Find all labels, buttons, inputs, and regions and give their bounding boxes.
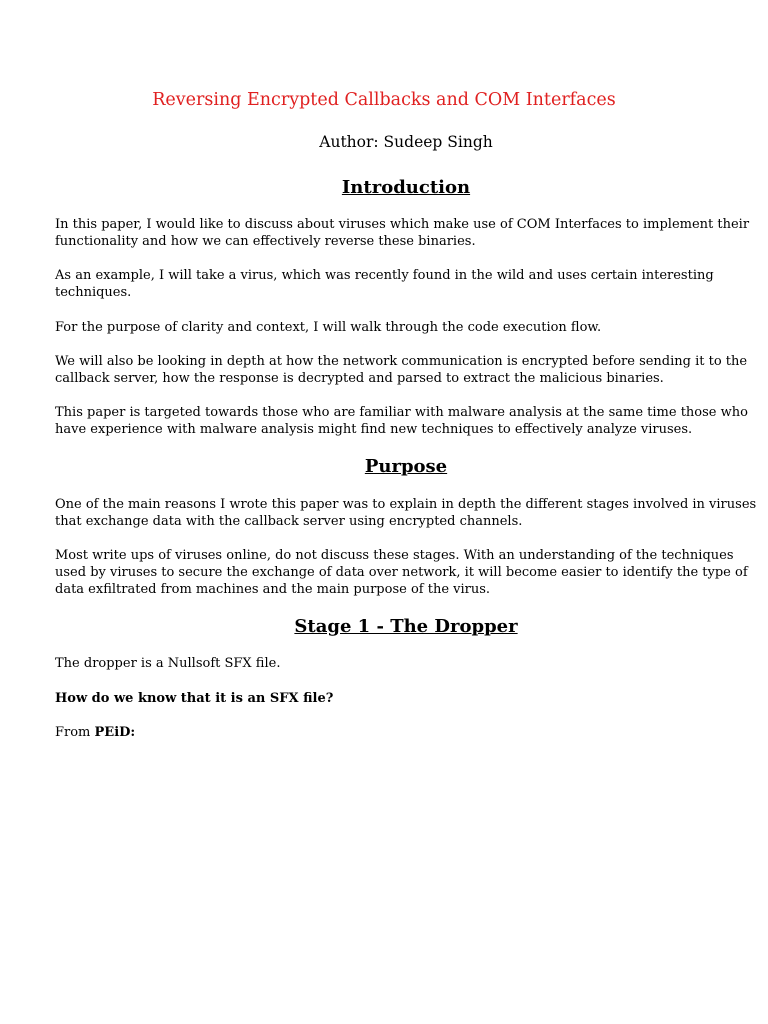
text-line: have experience with malware analysis might find new techniques to effectively analyze viruses.: [55, 422, 693, 437]
introduction-heading: Introduction: [341, 177, 471, 198]
intro-paragraph-3: [55, 319, 755, 336]
purpose-paragraph-1: [55, 496, 755, 530]
text-line: used by viruses to secure the exchange of data over network, it will become easier to identify the type of: [55, 565, 748, 580]
text-line: callback server, how the response is decrypted and parsed to extract the malicious binaries.: [55, 371, 664, 386]
intro-paragraph-2: [55, 267, 755, 301]
text-line: For the purpose of clarity and context, I will walk through the code execution flow.: [55, 320, 602, 335]
from-prefix: From: [55, 725, 95, 740]
purpose-heading: Purpose: [364, 456, 448, 477]
text-line: In this paper, I would like to discuss about viruses which make use of COM Interfaces to implement their: [55, 217, 750, 232]
text-line: functionality and how we can effectively reverse these binaries.: [55, 234, 476, 249]
text-line: techniques.: [55, 285, 132, 300]
stage1-paragraph-1: The dropper is a Nullsoft SFX file.: [55, 656, 281, 671]
text-line: As an example, I will take a virus, which was recently found in the wild and uses certain interesting: [55, 268, 714, 283]
intro-paragraph-1: [55, 216, 755, 250]
intro-paragraph-4: [55, 353, 755, 387]
text-line: that exchange data with the callback server using encrypted channels.: [55, 514, 523, 529]
document-author: Author: Sudeep Singh: [319, 133, 493, 151]
text-line: One of the main reasons I wrote this paper was to explain in depth the different stages involved in viruses: [55, 497, 757, 512]
intro-paragraph-5: [55, 404, 755, 438]
text-line: data exfiltrated from machines and the main purpose of the virus.: [55, 582, 491, 597]
stage1-heading: Stage 1 - The Dropper: [294, 616, 518, 637]
document-title: Reversing Encrypted Callbacks and COM Interfaces: [152, 90, 616, 110]
purpose-paragraph-2: [55, 547, 755, 598]
peid-label: PEiD:: [94, 725, 136, 740]
text-line: Most write ups of viruses online, do not discuss these stages. With an understanding of the techniques: [55, 548, 734, 563]
text-line: We will also be looking in depth at how the network communication is encrypted before sending it to the: [55, 354, 748, 369]
text-line: This paper is targeted towards those who are familiar with malware analysis at the same time those who: [55, 405, 748, 420]
stage1-question: How do we know that it is an SFX file?: [55, 691, 334, 706]
stage1-from-line: [55, 724, 755, 741]
